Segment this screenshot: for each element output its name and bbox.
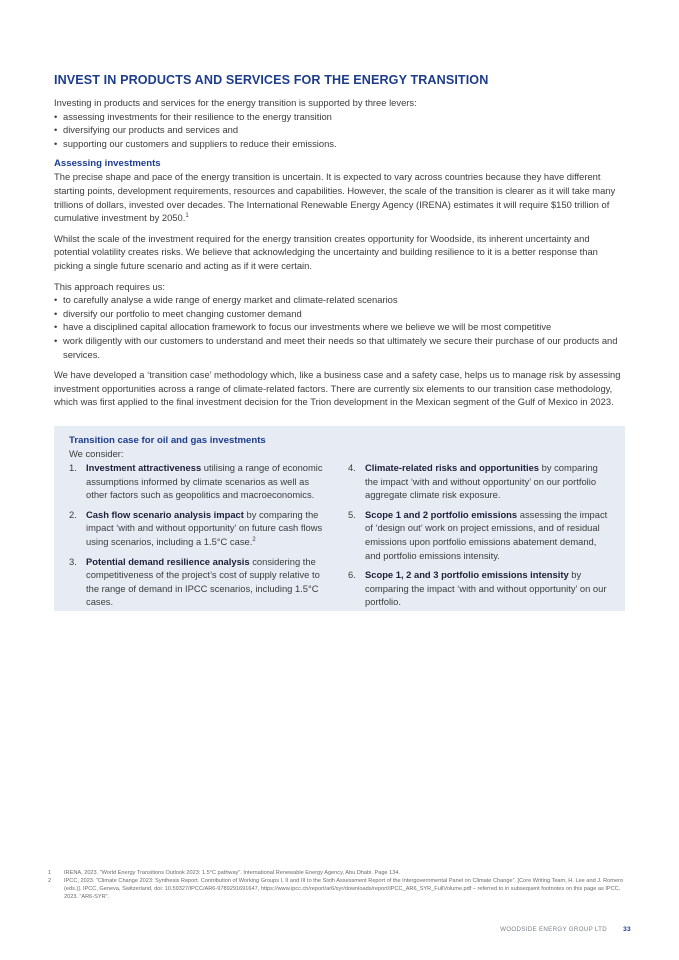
item-text: by comparing the impact ‘with and without opportunity’ on our portfolio aggregate climate risk exposure. [365, 462, 598, 501]
page-footer [500, 926, 631, 934]
item-number: 2. [69, 508, 77, 520]
item-number: 1. [69, 462, 77, 473]
callout-intro: We consider: [69, 448, 124, 459]
page-number: 33 [623, 926, 631, 933]
requires-intro: This approach requires us: [54, 280, 165, 292]
item-heading: Potential demand resilience analysis [86, 555, 250, 567]
paragraph-scale [54, 170, 626, 224]
list-item [69, 555, 331, 609]
company-name: WOODSIDE ENERGY GROUP LTD [500, 926, 608, 933]
list-item: • diversifying our products and services and [54, 123, 626, 137]
paragraph-text: The precise shape and pace of the energy transition is uncertain. It is expected to vary across countries because they have different starting points, development requirements, resources and capabilities. However, the scale of the transition is clearer as it will take many trillions of dollars, invested over decades. The International Renewable Energy Agency (IRENA) estimates it will require $150 trillion of cumulative investment by 2050. [54, 171, 616, 224]
list-item: • assessing investments for their resilience to the energy transition [54, 110, 626, 124]
footnotes [48, 869, 630, 901]
footnote-number: 1 [48, 870, 52, 876]
item-heading: Investment attractiveness [86, 462, 202, 473]
item-number: 3. [69, 555, 77, 567]
section-subheading: Assessing investments [54, 158, 161, 170]
item-heading: Climate-related risks and opportunities [365, 462, 539, 473]
transition-case-callout [54, 426, 625, 611]
item-text: considering the competitiveness of the project’s cost of supply relative to the range of demand in IPCC scenarios, including 1.5°C cases. [86, 555, 320, 608]
list-item [69, 461, 331, 502]
item-text: utilising a range of economic assumptions informed by climate scenarios as well as other factors such as geopolitics and macroeconomics. [86, 462, 323, 501]
list-item [348, 461, 610, 502]
page-heading: INVEST IN PRODUCTS AND SERVICES FOR THE ENERGY TRANSITION [54, 73, 489, 87]
main-content [54, 72, 626, 416]
item-number: 6. [348, 569, 356, 581]
paragraph-uncertainty: Whilst the scale of the investment required for the energy transition creates opportunity for Woodside, its inherent uncertainty and potential volatility creates risks. We believe that acknowledging the uncertainty and building resilience to it is a better response than picking a single future scenario and acting as if it were certain. [54, 232, 598, 271]
list-item [69, 508, 331, 549]
list-item: • diversify our portfolio to meet changing customer demand [54, 307, 626, 321]
footnote-number: 2 [48, 878, 52, 884]
list-item: • to carefully analyse a wide range of energy market and climate-related scenarios [54, 293, 626, 307]
footnote-text: IRENA, 2023. “World Energy Transitions Outlook 2023: 1.5°C pathway”. International Renewable Energy Agency, Abu Dhabi. Page 134. [64, 870, 400, 876]
list-item [348, 568, 610, 609]
list-item: • supporting our customers and suppliers to reduce their emissions. [54, 137, 626, 151]
item-text: by comparing the impact ‘with and without opportunity’ on our portfolio. [365, 569, 607, 608]
callout-left-column [69, 461, 331, 615]
intro-text: Investing in products and services for the energy transition is supported by three levers: [54, 97, 417, 108]
callout-title: Transition case for oil and gas investments [69, 435, 266, 446]
footnote-text: IPCC, 2023. “Climate Change 2023: Synthesis Report. Contribution of Working Groups I, II and III to the Sixth Assessment Report of the Intergovernmental Panel on Climate Change”. [Core Writing Team, H. Lee and J. Romero (eds.)]. IPCC, Geneva, Switzerland, doi: 10.59327/IPCC/AR6-9789291691647, https://www.ipcc.ch/report/ar6/syr/downloads/report/IPCC_AR6_SYR_FullVolume.pdf – referred to in subsequent footnotes on this page as IPCC, 2023. “AR6-SYR”. [64, 878, 624, 900]
callout-right-column [348, 461, 610, 615]
list-item [348, 508, 610, 562]
list-item: • have a disciplined capital allocation framework to focus our investments where we believe we will be most competitive [54, 320, 626, 334]
list-item: • work diligently with our customers to understand and meet their needs so that ultimately we secure their purchase of our products and services. [54, 334, 626, 361]
requirements-list [54, 293, 626, 361]
item-number: 4. [348, 462, 356, 473]
item-number: 5. [348, 508, 356, 520]
footnote-ref: 2 [252, 536, 256, 543]
footnote-ref: 1 [185, 213, 189, 220]
item-heading: Scope 1, 2 and 3 portfolio emissions intensity [365, 569, 569, 581]
footnote [48, 877, 630, 901]
item-heading: Scope 1 and 2 portfolio emissions [365, 508, 518, 520]
footnote [48, 869, 630, 877]
levers-list [54, 110, 626, 151]
item-heading: Cash flow scenario analysis impact [86, 508, 244, 520]
item-text: assessing the impact of ‘design out’ work on project emissions, and of residual emissions upon portfolio emissions abatement demand, and portfolio emissions intensity. [365, 508, 608, 561]
item-text: by comparing the impact ‘with and without opportunity’ on future cash flows using scenarios, including a 1.5°C case. [86, 508, 323, 547]
paragraph-transition-case: We have developed a ‘transition case’ methodology which, like a business case and a safety case, helps us to manage risk by assessing investment opportunities across a range of climate-related factors. There are currently six elements to our transition case methodology, which was first applied to the final investment decision for the Trion development in the Mexican segment of the Gulf of Mexico in 2023. [54, 369, 621, 408]
